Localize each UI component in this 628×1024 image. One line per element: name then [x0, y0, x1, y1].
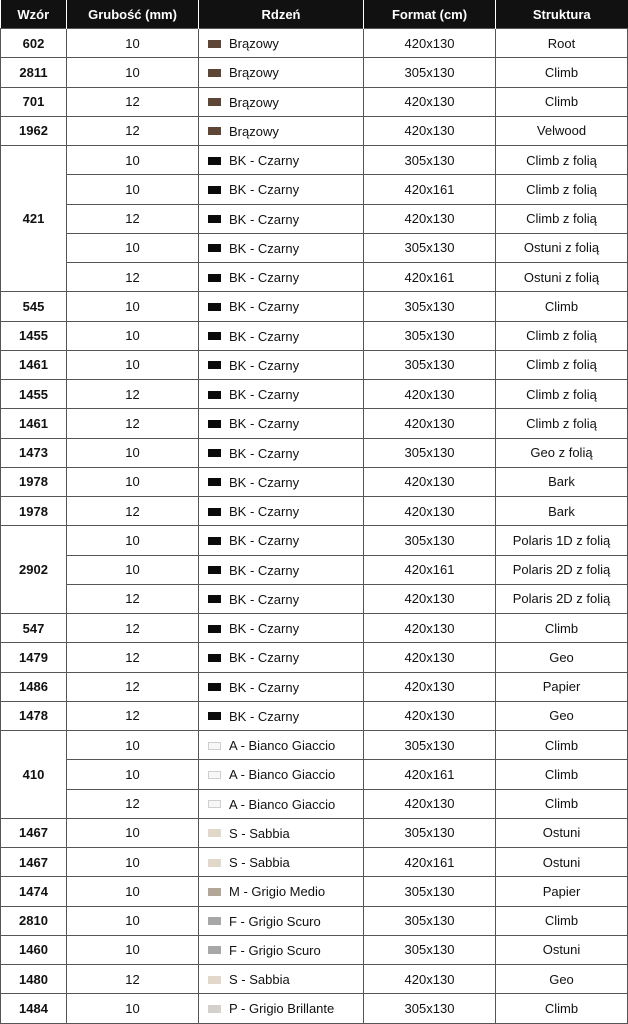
table-row: [1, 146, 628, 175]
cell-struktura: Polaris 2D z folią: [496, 584, 628, 613]
cell-struktura: Climb z folią: [496, 175, 628, 204]
cell-format: 420x130: [364, 701, 496, 730]
cell-wzor: 1467: [1, 848, 67, 877]
rdzen-label: BK - Czarny: [229, 533, 300, 549]
cell-grubosc: 10: [67, 818, 199, 847]
cell-rdzen: [199, 526, 364, 555]
cell-struktura: Ostuni: [496, 818, 628, 847]
header-struktura: Struktura: [496, 0, 628, 29]
cell-rdzen: [199, 614, 364, 643]
color-swatch: [208, 537, 221, 545]
table-row: [1, 204, 628, 233]
cell-wzor: 410: [1, 731, 67, 819]
table-row: [1, 263, 628, 292]
cell-grubosc: 12: [67, 409, 199, 438]
cell-struktura: Climb z folią: [496, 350, 628, 379]
cell-wzor: 1460: [1, 935, 67, 964]
cell-rdzen: [199, 848, 364, 877]
table-row: [1, 584, 628, 613]
cell-rdzen: [199, 204, 364, 233]
color-swatch: [208, 508, 221, 516]
color-swatch: [208, 771, 221, 779]
cell-rdzen: [199, 233, 364, 262]
rdzen-label: M - Grigio Medio: [229, 884, 326, 900]
cell-format: 305x130: [364, 731, 496, 760]
color-swatch: [208, 800, 221, 808]
cell-grubosc: 10: [67, 877, 199, 906]
cell-struktura: Climb: [496, 614, 628, 643]
color-swatch: [208, 449, 221, 457]
cell-rdzen: [199, 321, 364, 350]
cell-struktura: Climb z folią: [496, 146, 628, 175]
header-rdzen: Rdzeń: [199, 0, 364, 29]
cell-grubosc: 10: [67, 175, 199, 204]
rdzen-label: A - Bianco Giaccio: [229, 767, 336, 783]
rdzen-label: BK - Czarny: [229, 153, 300, 169]
table-row: [1, 526, 628, 555]
table-row: [1, 701, 628, 730]
rdzen-label: F - Grigio Scuro: [229, 942, 321, 958]
cell-grubosc: 10: [67, 906, 199, 935]
table-row: [1, 731, 628, 760]
cell-rdzen: [199, 497, 364, 526]
cell-format: 420x130: [364, 672, 496, 701]
cell-format: 305x130: [364, 526, 496, 555]
cell-format: 420x161: [364, 848, 496, 877]
color-swatch: [208, 98, 221, 106]
rdzen-label: BK - Czarny: [229, 416, 300, 432]
cell-wzor: 547: [1, 614, 67, 643]
rdzen-label: Brązowy: [229, 65, 279, 81]
cell-format: 305x130: [364, 233, 496, 262]
rdzen-label: BK - Czarny: [229, 504, 300, 520]
color-swatch: [208, 625, 221, 633]
cell-wzor: 1479: [1, 643, 67, 672]
cell-format: 420x161: [364, 263, 496, 292]
cell-format: 420x130: [364, 409, 496, 438]
cell-struktura: Climb: [496, 87, 628, 116]
cell-struktura: Geo: [496, 643, 628, 672]
cell-wzor: 1455: [1, 321, 67, 350]
cell-struktura: Polaris 1D z folią: [496, 526, 628, 555]
color-swatch: [208, 654, 221, 662]
table-row: [1, 497, 628, 526]
cell-grubosc: 10: [67, 350, 199, 379]
rdzen-label: S - Sabbia: [229, 972, 290, 988]
cell-rdzen: [199, 760, 364, 789]
cell-struktura: Climb: [496, 58, 628, 87]
cell-rdzen: [199, 292, 364, 321]
cell-wzor: 1480: [1, 965, 67, 994]
rdzen-label: Brązowy: [229, 36, 279, 52]
cell-struktura: Climb z folią: [496, 204, 628, 233]
table-row: [1, 58, 628, 87]
cell-struktura: Ostuni: [496, 935, 628, 964]
cell-struktura: Geo: [496, 965, 628, 994]
cell-struktura: Climb: [496, 731, 628, 760]
cell-grubosc: 12: [67, 701, 199, 730]
cell-grubosc: 12: [67, 87, 199, 116]
cell-grubosc: 10: [67, 526, 199, 555]
cell-format: 420x130: [364, 87, 496, 116]
rdzen-label: BK - Czarny: [229, 445, 300, 461]
header-wzor: Wzór: [1, 0, 67, 29]
cell-rdzen: [199, 29, 364, 58]
cell-rdzen: [199, 935, 364, 964]
table-row: [1, 935, 628, 964]
cell-grubosc: 10: [67, 438, 199, 467]
rdzen-label: BK - Czarny: [229, 387, 300, 403]
rdzen-label: P - Grigio Brillante: [229, 1001, 335, 1017]
cell-rdzen: [199, 87, 364, 116]
cell-format: 420x130: [364, 380, 496, 409]
color-swatch: [208, 829, 221, 837]
rdzen-label: BK - Czarny: [229, 182, 300, 198]
cell-format: 305x130: [364, 877, 496, 906]
cell-grubosc: 10: [67, 29, 199, 58]
table-row: [1, 994, 628, 1023]
rdzen-label: S - Sabbia: [229, 855, 290, 871]
rdzen-label: BK - Czarny: [229, 591, 300, 607]
cell-struktura: Bark: [496, 467, 628, 496]
cell-format: 305x130: [364, 146, 496, 175]
cell-format: 305x130: [364, 350, 496, 379]
header-row: [1, 0, 628, 29]
table-row: [1, 906, 628, 935]
color-swatch: [208, 391, 221, 399]
cell-wzor: 1467: [1, 818, 67, 847]
cell-grubosc: 12: [67, 380, 199, 409]
table-row: [1, 877, 628, 906]
cell-wzor: 602: [1, 29, 67, 58]
table-row: [1, 380, 628, 409]
cell-rdzen: [199, 584, 364, 613]
cell-grubosc: 12: [67, 789, 199, 818]
cell-grubosc: 10: [67, 760, 199, 789]
cell-rdzen: [199, 994, 364, 1023]
cell-grubosc: 10: [67, 994, 199, 1023]
cell-struktura: Polaris 2D z folią: [496, 555, 628, 584]
cell-grubosc: 10: [67, 146, 199, 175]
cell-format: 420x130: [364, 584, 496, 613]
cell-format: 420x130: [364, 614, 496, 643]
cell-rdzen: [199, 438, 364, 467]
cell-struktura: Climb z folią: [496, 380, 628, 409]
table-row: [1, 438, 628, 467]
cell-grubosc: 10: [67, 935, 199, 964]
rdzen-label: BK - Czarny: [229, 357, 300, 373]
table-row: [1, 29, 628, 58]
rdzen-label: BK - Czarny: [229, 679, 300, 695]
color-swatch: [208, 888, 221, 896]
cell-wzor: 1461: [1, 350, 67, 379]
cell-rdzen: [199, 146, 364, 175]
cell-grubosc: 10: [67, 731, 199, 760]
cell-struktura: Papier: [496, 672, 628, 701]
table-row: [1, 292, 628, 321]
cell-struktura: Geo z folią: [496, 438, 628, 467]
cell-struktura: Climb: [496, 906, 628, 935]
cell-wzor: 1962: [1, 116, 67, 145]
cell-grubosc: 10: [67, 467, 199, 496]
cell-wzor: 1978: [1, 497, 67, 526]
color-swatch: [208, 69, 221, 77]
table-row: [1, 409, 628, 438]
table-row: [1, 789, 628, 818]
rdzen-label: BK - Czarny: [229, 708, 300, 724]
rdzen-label: S - Sabbia: [229, 825, 290, 841]
cell-grubosc: 12: [67, 497, 199, 526]
table-row: [1, 672, 628, 701]
cell-rdzen: [199, 731, 364, 760]
cell-rdzen: [199, 643, 364, 672]
cell-grubosc: 12: [67, 263, 199, 292]
color-swatch: [208, 332, 221, 340]
rdzen-label: BK - Czarny: [229, 211, 300, 227]
rdzen-label: BK - Czarny: [229, 270, 300, 286]
cell-grubosc: 10: [67, 321, 199, 350]
cell-grubosc: 10: [67, 292, 199, 321]
cell-rdzen: [199, 263, 364, 292]
cell-wzor: 1474: [1, 877, 67, 906]
cell-format: 305x130: [364, 292, 496, 321]
cell-rdzen: [199, 701, 364, 730]
cell-rdzen: [199, 965, 364, 994]
color-swatch: [208, 1005, 221, 1013]
color-swatch: [208, 127, 221, 135]
cell-struktura: Ostuni z folią: [496, 263, 628, 292]
cell-format: 305x130: [364, 438, 496, 467]
table-row: [1, 321, 628, 350]
table-row: [1, 965, 628, 994]
cell-struktura: Climb z folią: [496, 409, 628, 438]
cell-format: 420x161: [364, 760, 496, 789]
color-swatch: [208, 274, 221, 282]
color-swatch: [208, 186, 221, 194]
color-swatch: [208, 859, 221, 867]
cell-struktura: Climb: [496, 292, 628, 321]
cell-wzor: 545: [1, 292, 67, 321]
rdzen-label: BK - Czarny: [229, 240, 300, 256]
color-swatch: [208, 361, 221, 369]
cell-grubosc: 12: [67, 204, 199, 233]
cell-struktura: Bark: [496, 497, 628, 526]
cell-format: 305x130: [364, 818, 496, 847]
color-swatch: [208, 595, 221, 603]
cell-wzor: 1478: [1, 701, 67, 730]
table-row: [1, 233, 628, 262]
rdzen-label: BK - Czarny: [229, 650, 300, 666]
rdzen-label: F - Grigio Scuro: [229, 913, 321, 929]
cell-grubosc: 12: [67, 643, 199, 672]
cell-rdzen: [199, 877, 364, 906]
cell-grubosc: 12: [67, 116, 199, 145]
color-swatch: [208, 946, 221, 954]
color-swatch: [208, 215, 221, 223]
cell-format: 420x130: [364, 789, 496, 818]
cell-grubosc: 12: [67, 584, 199, 613]
cell-grubosc: 12: [67, 672, 199, 701]
cell-format: 305x130: [364, 906, 496, 935]
color-swatch: [208, 683, 221, 691]
cell-format: 420x130: [364, 643, 496, 672]
cell-format: 420x130: [364, 467, 496, 496]
color-swatch: [208, 244, 221, 252]
color-swatch: [208, 303, 221, 311]
cell-wzor: 1473: [1, 438, 67, 467]
cell-grubosc: 10: [67, 848, 199, 877]
cell-struktura: Velwood: [496, 116, 628, 145]
cell-wzor: 2902: [1, 526, 67, 614]
cell-format: 420x161: [364, 555, 496, 584]
color-swatch: [208, 40, 221, 48]
cell-struktura: Ostuni: [496, 848, 628, 877]
rdzen-label: BK - Czarny: [229, 621, 300, 637]
cell-format: 420x130: [364, 116, 496, 145]
cell-rdzen: [199, 555, 364, 584]
cell-format: 420x130: [364, 29, 496, 58]
cell-format: 305x130: [364, 994, 496, 1023]
table-row: [1, 818, 628, 847]
rdzen-label: BK - Czarny: [229, 474, 300, 490]
cell-rdzen: [199, 818, 364, 847]
table-row: [1, 555, 628, 584]
cell-rdzen: [199, 350, 364, 379]
table-row: [1, 848, 628, 877]
header-format: Format (cm): [364, 0, 496, 29]
header-grubosc: Grubość (mm): [67, 0, 199, 29]
rdzen-label: BK - Czarny: [229, 328, 300, 344]
cell-struktura: Ostuni z folią: [496, 233, 628, 262]
cell-rdzen: [199, 467, 364, 496]
cell-format: 305x130: [364, 321, 496, 350]
cell-grubosc: 12: [67, 965, 199, 994]
table-header: [1, 0, 628, 29]
cell-wzor: 1461: [1, 409, 67, 438]
cell-struktura: Climb z folią: [496, 321, 628, 350]
cell-wzor: 1484: [1, 994, 67, 1023]
cell-format: 420x130: [364, 204, 496, 233]
cell-grubosc: 10: [67, 555, 199, 584]
cell-rdzen: [199, 380, 364, 409]
cell-rdzen: [199, 906, 364, 935]
color-swatch: [208, 420, 221, 428]
cell-struktura: Root: [496, 29, 628, 58]
rdzen-label: BK - Czarny: [229, 562, 300, 578]
color-swatch: [208, 712, 221, 720]
cell-grubosc: 10: [67, 233, 199, 262]
cell-struktura: Papier: [496, 877, 628, 906]
cell-struktura: Climb: [496, 760, 628, 789]
table-row: [1, 175, 628, 204]
table-row: [1, 87, 628, 116]
cell-wzor: 2810: [1, 906, 67, 935]
cell-rdzen: [199, 116, 364, 145]
rdzen-label: A - Bianco Giaccio: [229, 738, 336, 754]
cell-grubosc: 10: [67, 58, 199, 87]
table-row: [1, 614, 628, 643]
table-row: [1, 760, 628, 789]
rdzen-label: BK - Czarny: [229, 299, 300, 315]
cell-struktura: Geo: [496, 701, 628, 730]
color-swatch: [208, 976, 221, 984]
cell-rdzen: [199, 409, 364, 438]
cell-wzor: 701: [1, 87, 67, 116]
rdzen-label: Brązowy: [229, 123, 279, 139]
cell-wzor: 2811: [1, 58, 67, 87]
table-row: [1, 350, 628, 379]
cell-rdzen: [199, 789, 364, 818]
cell-wzor: 1455: [1, 380, 67, 409]
color-swatch: [208, 917, 221, 925]
table-row: [1, 116, 628, 145]
cell-wzor: 1978: [1, 467, 67, 496]
cell-format: 305x130: [364, 935, 496, 964]
color-swatch: [208, 742, 221, 750]
rdzen-label: Brązowy: [229, 94, 279, 110]
table-row: [1, 467, 628, 496]
color-swatch: [208, 566, 221, 574]
cell-struktura: Climb: [496, 994, 628, 1023]
table-body: [1, 29, 628, 1024]
cell-format: 305x130: [364, 58, 496, 87]
cell-wzor: 421: [1, 146, 67, 292]
cell-format: 420x130: [364, 965, 496, 994]
cell-grubosc: 12: [67, 614, 199, 643]
color-swatch: [208, 157, 221, 165]
cell-rdzen: [199, 175, 364, 204]
rdzen-label: A - Bianco Giaccio: [229, 796, 336, 812]
cell-rdzen: [199, 672, 364, 701]
cell-wzor: 1486: [1, 672, 67, 701]
cell-format: 420x130: [364, 497, 496, 526]
color-swatch: [208, 478, 221, 486]
cell-struktura: Climb: [496, 789, 628, 818]
cell-rdzen: [199, 58, 364, 87]
cell-format: 420x161: [364, 175, 496, 204]
table-row: [1, 643, 628, 672]
